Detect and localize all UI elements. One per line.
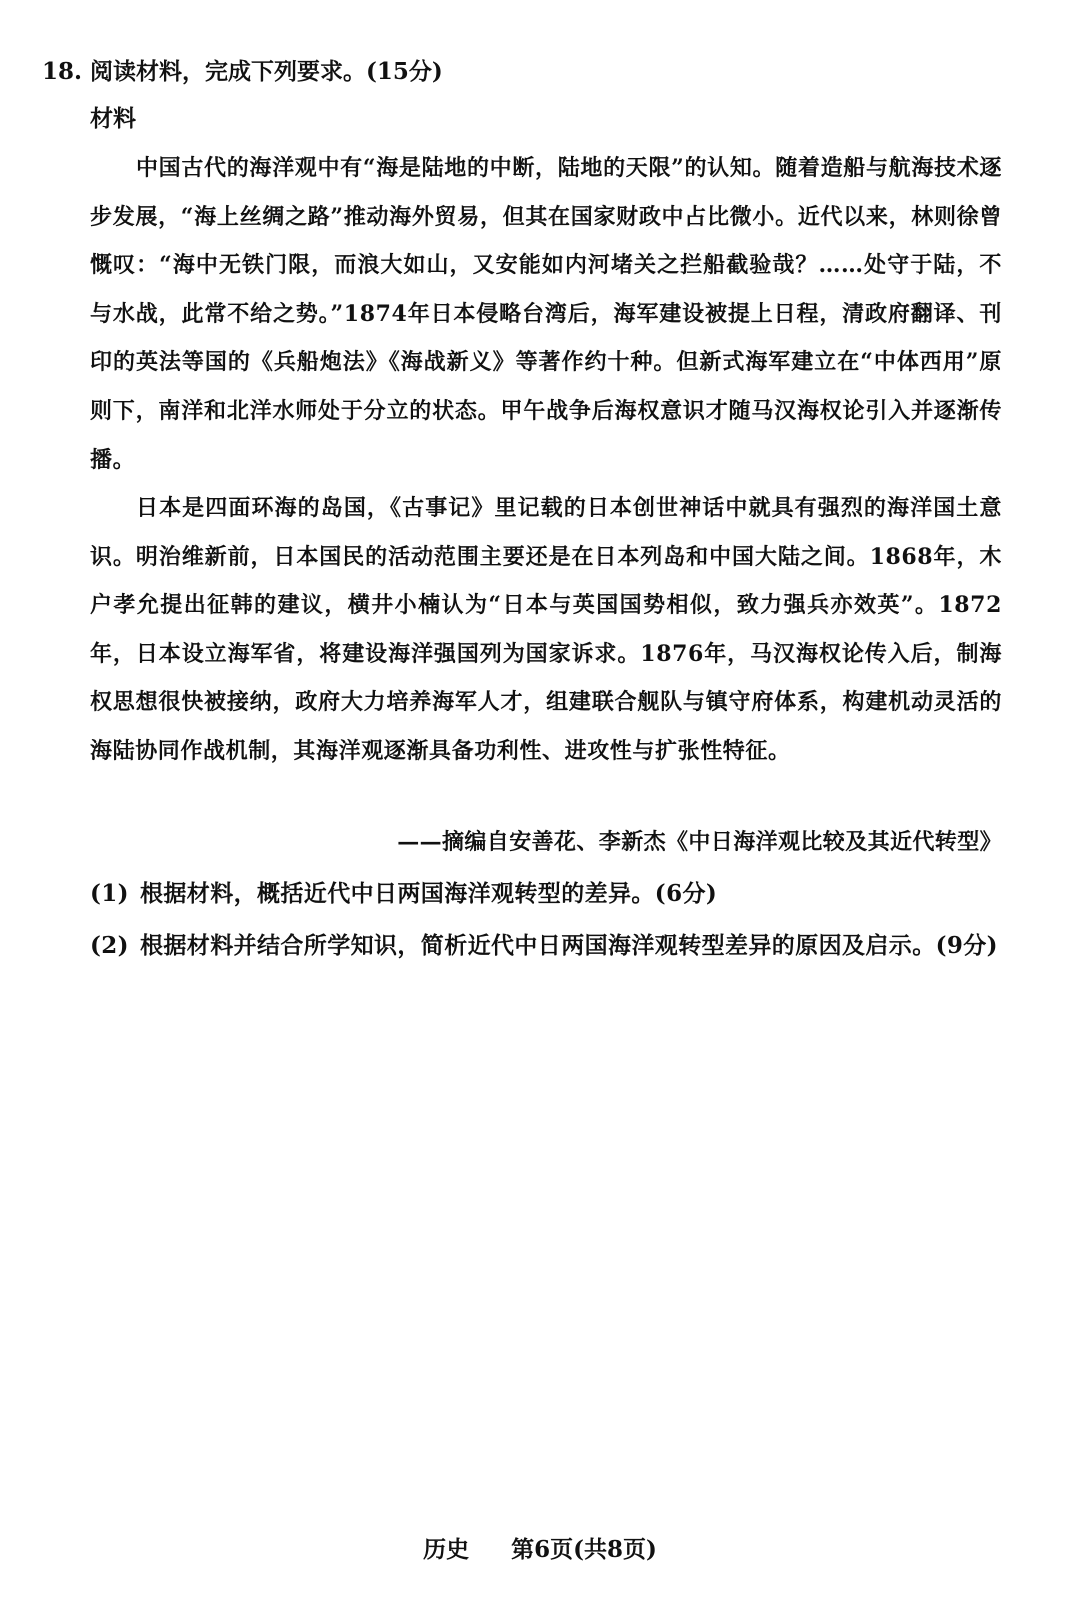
sub-question-label: (1) [90,880,129,907]
question-number: 18. [42,58,83,85]
sub-question-text: 根据材料并结合所学知识，简析近代中日两国海洋观转型差异的原因及启示。(9分) [140,932,998,959]
sub-question-2 [90,920,1002,972]
question-header [42,54,443,90]
sub-question-label: (2) [90,932,129,959]
material-paragraph-japan: 日本是四面环海的岛国，《古事记》里记载的日本创世神话中就具有强烈的海洋国土意识。明治维新前，日本国民的活动范围主要还是在日本列岛和中国大陆之间。1868年，木户孝允提出征韩的建议，横井小楠认为“日本与英国国势相似，致力强兵亦效英”。1872年，日本设立海军省，将建设海洋强国列为国家诉求。1876年，马汉海权论传入后，制海权思想很快被接纳，政府大力培养海军人才，组建联合舰队与镇守府体系，构建机动灵活的海陆协同作战机制，其海洋观逐渐具备功利性、进攻性与扩张性特征。 [90,495,1002,764]
sub-question-1 [90,868,1002,920]
material-source: ——摘编自安善花、李新杰《中日海洋观比较及其近代转型》 [397,829,1002,855]
sub-question-text: 根据材料，概括近代中日两国海洋观转型的差异。(6分) [140,880,718,907]
footer-page-info: 第6页(共8页) [511,1536,657,1563]
material-paragraph-china: 中国古代的海洋观中有“海是陆地的中断，陆地的天限”的认知。随着造船与航海技术逐步发展，“海上丝绸之路”推动海外贸易，但其在国家财政中占比微小。近代以来，林则徐曾慨叹：“海中无铁门限，而浪大如山，又安能如内河堵关之拦船截验哉？……处守于陆，不与水战，此常不给之势。”1874年日本侵略台湾后，海军建设被提上日程，清政府翻译、刊印的英法等国的《兵船炮法》《海战新义》等著作约十种。但新式海军建立在“中体西用”原则下，南洋和北洋水师处于分立的状态。甲午战争后海权意识才随马汉海权论引入并逐渐传播。 [90,155,1002,473]
page-footer [0,1532,1080,1568]
footer-subject: 历史 [423,1536,470,1563]
material-label: 材料 [90,105,136,132]
question-instruction: 阅读材料，完成下列要求。(15分) [90,58,443,85]
